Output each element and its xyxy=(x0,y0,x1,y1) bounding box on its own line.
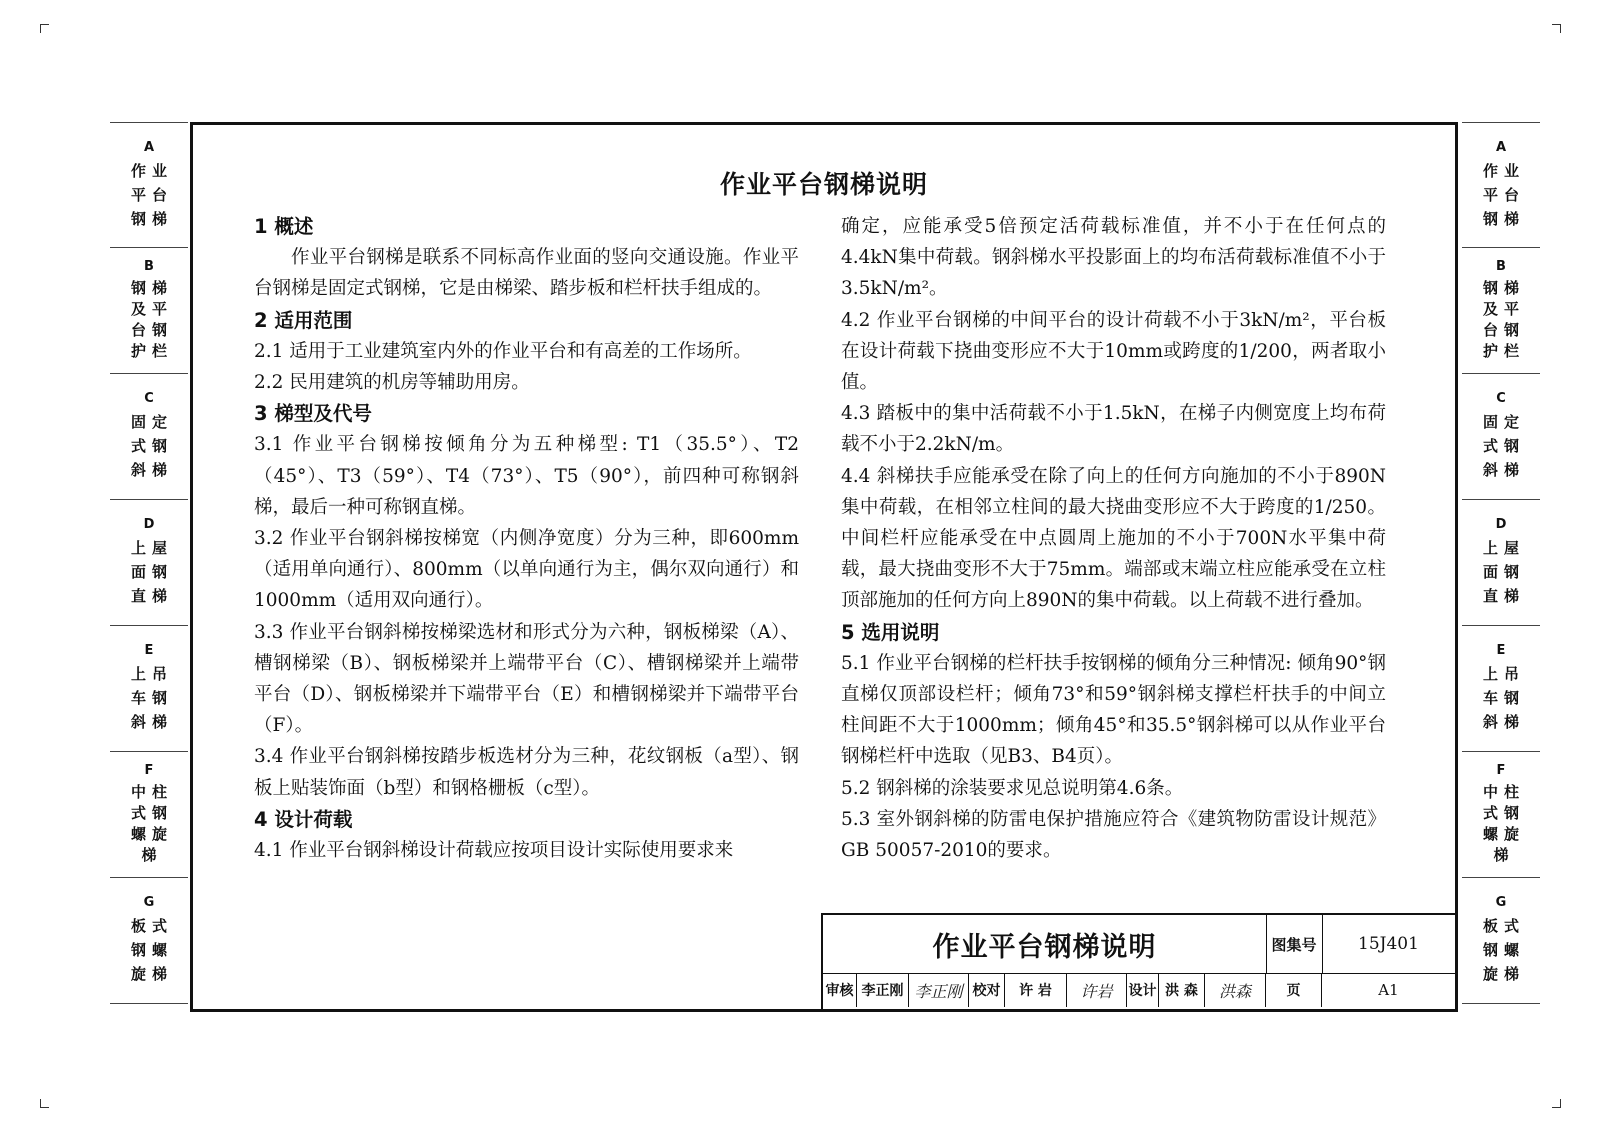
checker-signature: 许岩 xyxy=(1067,973,1127,1007)
paragraph: 2.1 适用于工业建筑室内外的作业平台和有高差的工作场所。 xyxy=(254,340,752,362)
section-heading: 4 设计荷载 xyxy=(254,807,353,831)
section-heading: 2 适用范围 xyxy=(254,308,353,332)
paragraph: 3.3 作业平台钢斜梯按梯梁选材和形式分为六种，钢板梯梁（A）、槽钢梯梁（B）、钢板梯梁并上端带平台（C）、槽钢梯梁并上端带平台（D）、钢板梯梁并下端带平台（E）和槽钢梯梁并下端带平台（F）。 xyxy=(254,621,799,737)
section-tab-letter: C xyxy=(144,391,154,406)
section-tab-label: 固定式钢斜梯 xyxy=(130,413,173,479)
title-block-title: 作业平台钢梯说明 xyxy=(823,915,1267,973)
section-tab-letter: A xyxy=(1495,139,1507,155)
section-tab-letter: G xyxy=(143,895,155,910)
section-tab-g xyxy=(110,878,188,1004)
review-label: 审核 xyxy=(823,973,857,1007)
paragraph: 4.2 作业平台钢梯的中间平台的设计荷载不小于3kN/m²，平台板在设计荷载下挠曲变形应不大于10mm或跨度的1/200，两者取小值。 xyxy=(841,309,1386,394)
section-heading: 1 概述 xyxy=(254,215,314,238)
section-tab-letter: F xyxy=(144,763,154,778)
section-tab-letter: B xyxy=(1496,259,1506,274)
checker-name: 许 岩 xyxy=(1005,973,1067,1007)
paragraph: 2.2 民用建筑的机房等辅助用房。 xyxy=(254,372,530,394)
section-tab-a xyxy=(1462,122,1540,248)
signature-row xyxy=(823,973,1455,1007)
section-tab-label: 板式钢螺旋梯 xyxy=(130,917,173,983)
section-tab-d xyxy=(1462,500,1540,626)
section-tab-b xyxy=(1462,248,1540,374)
section-tab-c xyxy=(1462,374,1540,500)
section-tab-label: 作业平台钢梯 xyxy=(130,161,173,228)
right-section-tabs xyxy=(1462,122,1540,1004)
paragraph: 确定，应能承受5倍预定活荷载标准值，并不小于在任何点的4.4kN集中荷载。钢斜梯水平投影面上的均布活荷载标准值不小于3.5kN/m²。 xyxy=(841,216,1386,300)
section-tab-label: 上吊车钢斜梯 xyxy=(130,665,173,731)
text-column-right xyxy=(841,211,1386,866)
section-tab-c xyxy=(110,374,188,500)
section-tab-e xyxy=(1462,626,1540,752)
paragraph: 4.4 斜梯扶手应能承受在除了向上的任何方向施加的不小于890N集中荷载，在相邻立柱间的最大挠曲变形应不大于跨度的1/250。中间栏杆应能承受在中点圆周上施加的不小于700N水平集中荷载，最大挠曲变形不大于75mm。端部或末端立柱应能承受在立柱顶部施加的任何方向上890N的集中荷载。以上荷载不进行叠加。 xyxy=(841,465,1386,612)
section-tab-a xyxy=(110,122,188,248)
section-tab-b xyxy=(110,248,188,374)
section-tab-g xyxy=(1462,878,1540,1004)
drawing-frame xyxy=(190,122,1458,1012)
page-number: A1 xyxy=(1378,981,1399,999)
paragraph: 5.2 钢斜梯的涂装要求见总说明第4.6条。 xyxy=(841,777,1184,799)
text-column-left xyxy=(254,211,799,866)
section-tab-label: 上吊车钢斜梯 xyxy=(1482,665,1525,731)
paragraph: 作业平台钢梯是联系不同标高作业面的竖向交通设施。作业平台钢梯是固定式钢梯，它是由梯梁、踏步板和栏杆扶手组成的。 xyxy=(254,247,799,300)
crop-mark-top-right xyxy=(1552,24,1561,33)
section-tab-letter: D xyxy=(143,517,155,532)
left-section-tabs xyxy=(110,122,188,1004)
section-tab-label: 钢梯及平台钢护栏 xyxy=(1482,279,1525,360)
designer-name: 洪 森 xyxy=(1159,973,1205,1007)
section-tab-letter: G xyxy=(1495,895,1507,910)
section-tab-letter: F xyxy=(1496,763,1506,778)
section-tab-label: 固定式钢斜梯 xyxy=(1482,413,1525,479)
title-block xyxy=(821,913,1455,1009)
paragraph: 4.1 作业平台钢斜梯设计荷载应按项目设计实际使用要求来 xyxy=(254,840,734,862)
section-tab-label: 上屋面钢直梯 xyxy=(1482,539,1525,605)
section-tab-f xyxy=(1462,752,1540,878)
section-tab-letter: E xyxy=(144,643,154,658)
section-tab-e xyxy=(110,626,188,752)
crop-mark-top-left xyxy=(40,24,49,33)
section-tab-label: 板式钢螺旋梯 xyxy=(1482,917,1525,983)
design-label: 设计 xyxy=(1127,973,1159,1007)
section-tab-letter: D xyxy=(1495,517,1507,532)
section-tab-label: 中柱式钢螺旋梯 xyxy=(130,783,173,864)
page-label: 页 xyxy=(1266,973,1322,1007)
crop-mark-bottom-left xyxy=(40,1099,49,1108)
paragraph: 5.3 室外钢斜梯的防雷电保护措施应符合《建筑物防雷设计规范》GB 50057-2010的要求。 xyxy=(841,808,1386,862)
section-tab-label: 中柱式钢螺旋梯 xyxy=(1482,783,1525,864)
designer-signature: 洪森 xyxy=(1205,973,1266,1007)
check-label: 校对 xyxy=(969,973,1005,1007)
paragraph: 4.3 踏板中的集中活荷载不小于1.5kN，在梯子内侧宽度上均布荷载不小于2.2kN/m。 xyxy=(841,403,1386,456)
section-tab-letter: E xyxy=(1496,643,1506,658)
section-tab-label: 钢梯及平台钢护栏 xyxy=(130,279,173,360)
atlas-number-label: 图集号 xyxy=(1266,915,1323,973)
atlas-number: 15J401 xyxy=(1358,934,1419,954)
reviewer-signature: 李正刚 xyxy=(909,973,969,1007)
paragraph: 3.1 作业平台钢梯按倾角分为五种梯型: T1（35.5°）、T2（45°）、T3（59°）、T4（73°）、T5（90°），前四种可称钢斜梯，最后一种可称钢直梯。 xyxy=(254,434,799,518)
section-tab-d xyxy=(110,500,188,626)
section-tab-letter: A xyxy=(143,139,155,155)
section-tab-label: 上屋面钢直梯 xyxy=(130,539,173,605)
paragraph: 3.2 作业平台钢斜梯按梯宽（内侧净宽度）分为三种，即600mm（适用单向通行）、800mm（以单向通行为主，偶尔双向通行）和1000mm（适用双向通行）。 xyxy=(254,528,799,612)
section-heading: 3 梯型及代号 xyxy=(254,402,372,426)
page-title: 作业平台钢梯说明 xyxy=(719,170,928,199)
section-tab-letter: B xyxy=(144,259,154,274)
section-tab-label: 作业平台钢梯 xyxy=(1482,161,1525,228)
paragraph: 5.1 作业平台钢梯的栏杆扶手按钢梯的倾角分三种情况: 倾角90°钢直梯仅顶部设栏杆；倾角73°和59°钢斜梯支撑栏杆扶手的中间立柱间距不大于1000mm；倾角45°和35.5°钢斜梯可以从作业平台钢梯栏杆中选取（见B3、B4页）。 xyxy=(841,652,1386,768)
crop-mark-bottom-right xyxy=(1552,1099,1561,1108)
reviewer-name: 李正刚 xyxy=(857,973,909,1007)
section-tab-letter: C xyxy=(1496,391,1506,406)
section-tab-f xyxy=(110,752,188,878)
section-heading: 5 选用说明 xyxy=(841,620,940,644)
paragraph: 3.4 作业平台钢斜梯按踏步板选材分为三种，花纹钢板（a型）、钢板上贴装饰面（b型）和钢格栅板（c型）。 xyxy=(254,746,799,799)
